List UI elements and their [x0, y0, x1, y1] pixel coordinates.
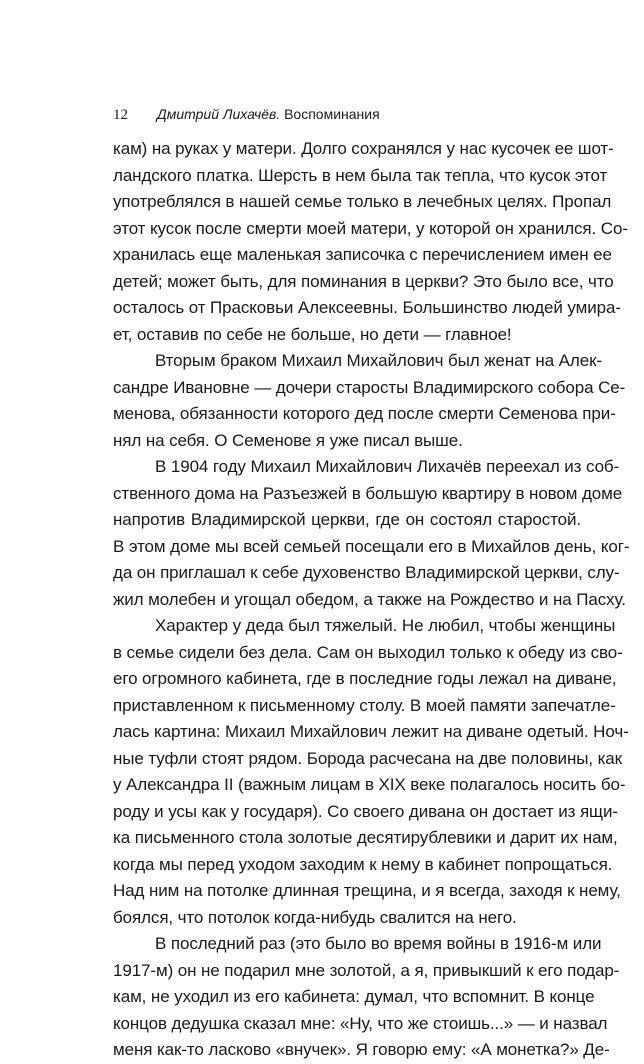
text-line: сандре Ивановне — дочери старосты Владимирского собора Се- [113, 377, 626, 397]
text-line: ственного дома на Разъезжей в большую квартиру в новом доме [113, 483, 623, 503]
header-book-title: Воспоминания [284, 106, 380, 122]
text-line: хранилась еще маленькая записочка с перечислением имен ее [113, 245, 612, 264]
text-line: 1917-м) он не подарил мне золотой, а я, привыкший к его подар- [113, 960, 620, 980]
paragraph [113, 931, 620, 1064]
text-line: боялся, что потолок когда-нибудь свалится на него. [113, 907, 517, 927]
text-line: кам) на руках у матери. Долго сохранялся у нас кусочек ее шот- [113, 139, 614, 158]
text-line: жил молебен и угощал обедом, а также на Рождество и на Пасху. [113, 589, 626, 609]
running-header [113, 103, 593, 125]
text-line: ка письменного стола золотые десятирублевики и дарит их нам, [113, 828, 618, 847]
text-line: В последний раз (это было во время войны в 1916-м или [155, 934, 602, 953]
text-line: меня как-то ласково «внучек». Я говорю ему: «А монетка?» Де- [113, 1040, 610, 1059]
text-line: Вторым браком Михаил Михайлович был женат на Алек- [155, 351, 602, 370]
text-line: ные туфли стоят рядом. Борода расчесана на две половины, как [113, 748, 622, 768]
page-number: 12 [113, 107, 128, 123]
text-line: Характер у деда был тяжелый. Не любил, чтобы женщины [155, 616, 616, 635]
text-line: приставленном к письменному столу. В моей памяти запечатле- [113, 695, 616, 715]
text-line: концов дедушка сказал мне: «Ну, что же стоишь...» — и назвал [113, 1013, 608, 1033]
text-line: Над ним на потолке длинная трещина, и я всегда, заходя к нему, [113, 881, 621, 900]
text-line: да он приглашал к себе духовенство Владимирской церкви, слу- [113, 563, 620, 582]
text-line: употреблялся в нашей семье только в лечебных целях. Пропал [113, 192, 612, 211]
text-line: ет, оставив по себе не больше, но дети — главное! [113, 324, 512, 344]
body-text [113, 136, 630, 1064]
text-line: напротив Владимирской церкви, где он состоял старостой. [113, 510, 581, 529]
text-line: ландского платка. Шерсть в нем была так тепла, что кусок этот [113, 165, 608, 185]
text-line: В 1904 году Михаил Михайлович Лихачёв переехал из соб- [155, 457, 620, 476]
text-line: этот кусок после смерти моей матери, у которой он хранился. Со- [113, 218, 628, 238]
text-line: В этом доме мы всей семьей посещали его в Михайлов день, ког- [113, 536, 630, 556]
header-author: Дмитрий Лихачёв. [156, 106, 281, 122]
text-line: в семье сидели без дела. Сам он выходил только к обеду из сво- [113, 642, 623, 662]
paragraph [113, 348, 626, 454]
text-line: лась картина: Михаил Михайлович лежит на диване одетый. Ноч- [113, 722, 629, 741]
paragraph [113, 613, 629, 931]
text-line: его огромного кабинета, где в последние годы лежал на диване, [113, 669, 617, 688]
text-line: у Александра II (важным лицам в XIX веке полагалось носить бо- [113, 775, 626, 794]
text-line: осталось от Прасковьи Алексеевны. Большинство людей умира- [113, 298, 621, 317]
text-line: кам, не уходил из его кабинета: думал, что вспомнит. В конце [113, 987, 595, 1006]
paragraph [113, 136, 628, 348]
paragraph [113, 454, 630, 613]
text-line: менова, обязанности которого дед после смерти Семенова при- [113, 404, 616, 423]
text-line: роду и усы как у государя). Со своего дивана он достает из ящи- [113, 801, 618, 821]
text-line: когда мы перед уходом заходим к нему в кабинет попрощаться. [113, 854, 613, 874]
text-line: нял на себя. О Семенове я уже писал выше. [113, 430, 463, 450]
text-line: детей; может быть, для поминания в церкви? Это было все, что [113, 271, 614, 291]
